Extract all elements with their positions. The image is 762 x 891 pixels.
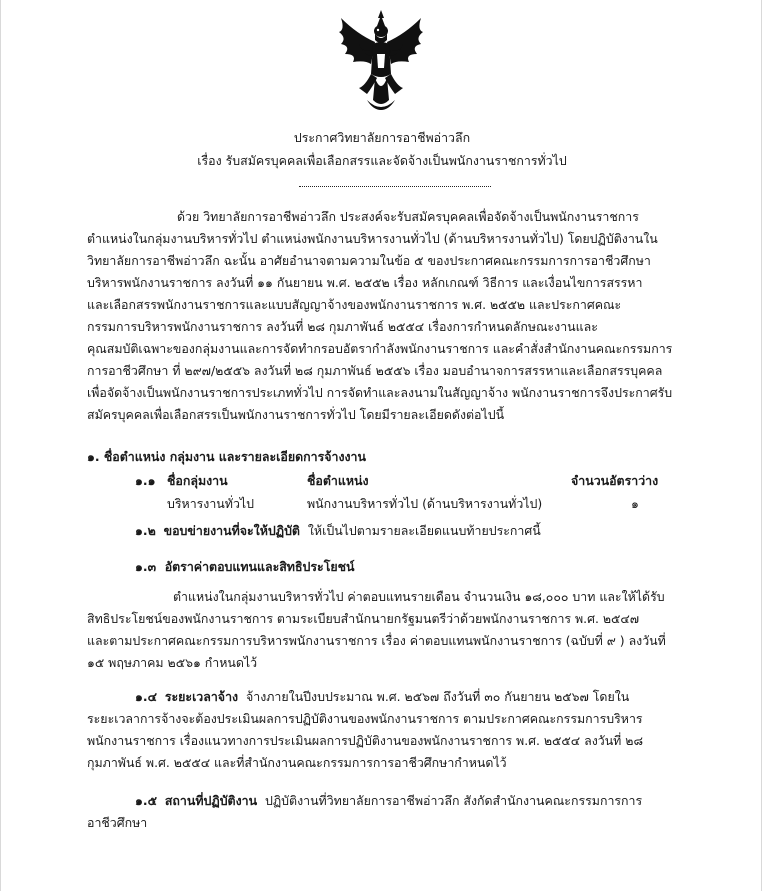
sub15-first-line <box>87 790 642 812</box>
title-divider <box>299 186 491 187</box>
intro-line: วิทยาลัยการอาชีพอ่าวลึก ฉะนั้น อาศัยอำนาจตามความในข้อ ๕ ของประกาศคณะกรรมการการอาชีวศึกษา <box>87 253 651 268</box>
sub15-number: ๑.๕ <box>135 793 157 808</box>
sub14-first: จ้างภายในปีงบประมาณ พ.ศ. ๒๕๖๗ ถึงวันที่ ๓๐ กันยายน ๒๕๖๗ โดยใน <box>245 689 630 704</box>
sub12-heading: ขอบข่ายงานที่จะให้ปฏิบัติ <box>163 523 300 538</box>
sub13-line: ตำแหน่งในกลุ่มงานบริหารทั่วไป ค่าตอบแทนรายเดือน จำนวนเงิน ๑๘,๐๐๐ บาท และให้ได้รับ <box>173 589 665 604</box>
intro-line: กรรมการบริหารพนักงานราชการ ลงวันที่ ๒๘ กุมภาพันธ์ ๒๕๕๔ เรื่องการกำหนดลักษณะงานและ <box>87 319 598 334</box>
sub13-line: สิทธิประโยชน์ของพนักงานราชการ ตามระเบียบสำนักนายกรัฐมนตรีว่าด้วยพนักงานราชการ พ.ศ. ๒๕๔๗ <box>87 611 640 626</box>
intro-line: เพื่อจัดจ้างเป็นพนักงานราชการประเภททั่วไป การจัดทำและลงนามในสัญญาจ้าง พนักงานราชการจึงประกาศรับ <box>87 385 673 400</box>
intro-line: คุณสมบัติเฉพาะของกลุ่มงานและการจัดทำกรอบอัตรากำลังพนักงานราชการ และคำสั่งสำนักงานคณะกรรมการ <box>87 341 673 356</box>
row-position: พนักงานบริหารทั่วไป (ด้านบริหารงานทั่วไป) <box>307 496 543 511</box>
intro-line: การอาชีวศึกษา ที่ ๒๙๗/๒๕๕๖ ลงวันที่ ๒๘ กุมภาพันธ์ ๒๕๕๖ เรื่อง มอบอำนาจการสรรหาและเลือกสรรบุคคล <box>87 363 663 378</box>
sub15-heading: สถานที่ปฏิบัติงาน <box>164 793 258 808</box>
sub13-line: ๑๕ พฤษภาคม ๒๕๖๑ กำหนดไว้ <box>87 655 258 670</box>
col-header-group: ชื่อกลุ่มงาน <box>167 473 228 488</box>
sub14-first-line <box>87 686 643 708</box>
sub12-text: ให้เป็นไปตามรายละเอียดแนบท้ายประกาศนี้ <box>307 523 541 538</box>
intro-line: ตำแหน่งในกลุ่มงานบริหารทั่วไป ตำแหน่งพนักงานบริหารงานทั่วไป (ด้านบริหารงานทั่วไป) โดยปฏิบัติงานใน <box>87 231 658 246</box>
announcement-title: ประกาศวิทยาลัยการอาชีพอ่าวลึก <box>293 130 471 145</box>
sub15-line: อาชีวศึกษา <box>87 815 148 830</box>
sub12-number: ๑.๒ <box>135 523 156 538</box>
announcement-subject: เรื่อง รับสมัครบุคคลเพื่อเลือกสรรและจัดจ้างเป็นพนักงานราชการทั่วไป <box>197 153 567 168</box>
sub14-line: พนักงานราชการ เรื่องแนวทางการประเมินผลการปฏิบัติงานของพนักงานราชการ พ.ศ. ๒๕๕๔ ลงวันที่ ๒๘ <box>87 733 644 748</box>
sub13-heading: อัตราค่าตอบแทนและสิทธิประโยชน์ <box>164 559 355 574</box>
intro-line: สมัครบุคคลเพื่อเลือกสรรเป็นพนักงานราชการทั่วไป โดยมีรายละเอียดดังต่อไปนี้ <box>87 407 505 422</box>
intro-paragraph <box>87 206 672 426</box>
garuda-emblem-icon <box>331 4 431 116</box>
sub11-number: ๑.๑ <box>135 473 156 488</box>
sub14-line: กุมภาพันธ์ พ.ศ. ๒๕๕๔ และที่สำนักงานคณะกรรมการการอาชีวศึกษากำหนดไว้ <box>87 755 507 770</box>
sub14-heading: ระยะเวลาจ้าง <box>164 689 239 704</box>
sub13-paragraph <box>87 586 666 674</box>
col-header-vacancy: จำนวนอัตราว่าง <box>571 473 659 488</box>
row-group: บริหารงานทั่วไป <box>167 496 255 511</box>
sub12 <box>135 523 541 539</box>
sub15-paragraph <box>87 790 642 834</box>
intro-line: ด้วย วิทยาลัยการอาชีพอ่าวลึก ประสงค์จะรับสมัครบุคคลเพื่อจัดจ้างเป็นพนักงานราชการ <box>177 209 639 224</box>
sub15-first: ปฏิบัติงานที่วิทยาลัยการอาชีพอ่าวลึก สังกัดสำนักงานคณะกรรมการการ <box>264 793 643 808</box>
intro-line: บริหารพนักงานราชการ ลงวันที่ ๑๑ กันยายน พ.ศ. ๒๕๕๒ เรื่อง หลักเกณฑ์ วิธีการ และเงื่อนไขการสรรหา <box>87 275 643 290</box>
sub14-number: ๑.๔ <box>135 689 157 704</box>
row-vacancy: ๑ <box>631 496 639 511</box>
section1-heading: ๑. ชื่อตำแหน่ง กลุ่มงาน และรายละเอียดการจ้างงาน <box>87 449 366 464</box>
sub13-title <box>135 559 355 575</box>
sub13-line: และตามประกาศคณะกรรมการบริหารพนักงานราชการ เรื่อง ค่าตอบแทนพนักงานราชการ (ฉบับที่ ๙ ) ลงวันที่ <box>87 633 666 648</box>
sub13-number: ๑.๓ <box>135 559 157 574</box>
sub14-paragraph <box>87 686 643 774</box>
sub14-line: ระยะเวลาการจ้างจะต้องประเมินผลการปฏิบัติงานของพนักงานราชการ ตามประกาศคณะกรรมการบริหาร <box>87 711 643 726</box>
col-header-position: ชื่อตำแหน่ง <box>307 473 369 488</box>
intro-line: และเลือกสรรพนักงานราชการและแบบสัญญาจ้างของพนักงานราชการ พ.ศ. ๒๕๕๒ และประกาศคณะ <box>87 297 622 312</box>
